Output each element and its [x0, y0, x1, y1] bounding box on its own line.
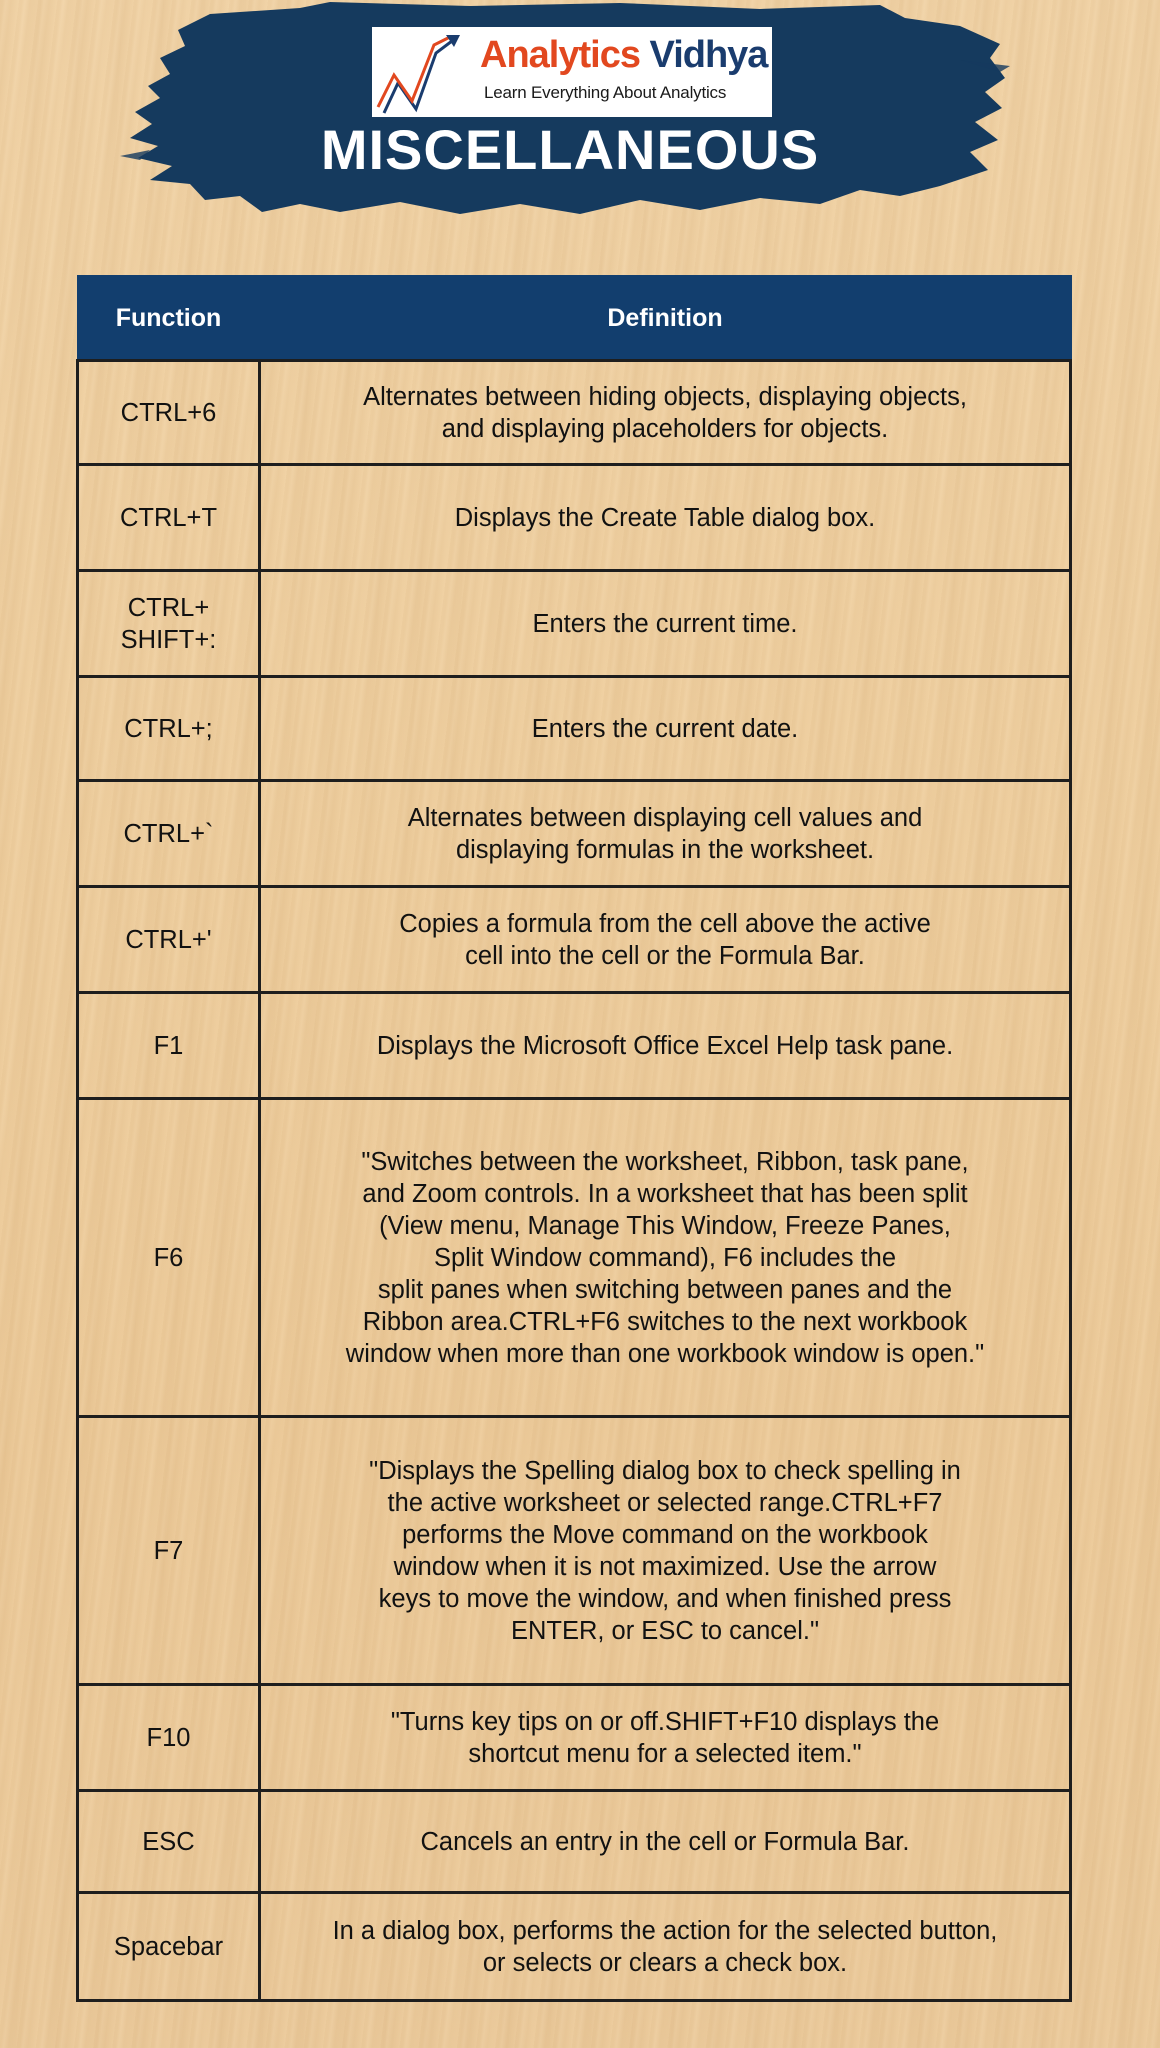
definition-cell: Displays the Microsoft Office Excel Help task pane.	[260, 993, 1071, 1099]
function-cell: F7	[78, 1417, 260, 1685]
definition-cell: In a dialog box, performs the action for the selected button, or selects or clears a check box.	[260, 1893, 1071, 2001]
definition-cell: "Switches between the worksheet, Ribbon, task pane, and Zoom controls. In a worksheet that has been split (View menu, Manage This Window, Freeze Panes, Split Window command), F6 includes the split panes when switching between panes and the Ribbon area.CTRL+F6 switches to the next workbook window when more than one workbook window is open."	[260, 1099, 1071, 1417]
function-cell: F6	[78, 1099, 260, 1417]
table-row	[78, 887, 1071, 993]
function-cell: Spacebar	[78, 1893, 260, 2001]
function-cell: CTRL+`	[78, 781, 260, 887]
table-row	[78, 361, 1071, 465]
table-row	[78, 1893, 1071, 2001]
function-cell: CTRL+;	[78, 677, 260, 781]
definition-cell: Cancels an entry in the cell or Formula Bar.	[260, 1791, 1071, 1893]
table-row	[78, 1099, 1071, 1417]
function-cell: CTRL+'	[78, 887, 260, 993]
function-cell: F10	[78, 1685, 260, 1791]
page-title: MISCELLANEOUS	[320, 118, 820, 181]
column-header-definition: Definition	[260, 276, 1071, 361]
function-cell: CTRL+ SHIFT+:	[78, 571, 260, 677]
definition-cell: "Displays the Spelling dialog box to check spelling in the active worksheet or selected range.CTRL+F7 performs the Move command on the workbook window when it is not maximized. Use the arrow keys to move the window, and when finished press ENTER, or ESC to cancel."	[260, 1417, 1071, 1685]
definition-cell: "Turns key tips on or off.SHIFT+F10 displays the shortcut menu for a selected item."	[260, 1685, 1071, 1791]
table-header-row	[78, 276, 1071, 361]
table-row	[78, 1417, 1071, 1685]
brand-name: Analytics Vidhya	[480, 34, 768, 76]
trend-line-icon	[376, 35, 486, 115]
definition-cell: Displays the Create Table dialog box.	[260, 465, 1071, 571]
column-header-function: Function	[78, 276, 260, 361]
definition-cell: Alternates between hiding objects, displaying objects, and displaying placeholders for objects.	[260, 361, 1071, 465]
table-row	[78, 1791, 1071, 1893]
table-row	[78, 1685, 1071, 1791]
definition-cell: Alternates between displaying cell values and displaying formulas in the worksheet.	[260, 781, 1071, 887]
function-cell: ESC	[78, 1791, 260, 1893]
function-cell: F1	[78, 993, 260, 1099]
definition-cell: Enters the current date.	[260, 677, 1071, 781]
function-cell: CTRL+6	[78, 361, 260, 465]
table-row	[78, 993, 1071, 1099]
definition-cell: Copies a formula from the cell above the active cell into the cell or the Formula Bar.	[260, 887, 1071, 993]
table-row	[78, 465, 1071, 571]
header-banner	[0, 0, 1160, 250]
table-row	[78, 677, 1071, 781]
brand-logo	[372, 27, 772, 117]
table-row	[78, 781, 1071, 887]
function-cell: CTRL+T	[78, 465, 260, 571]
table-row	[78, 571, 1071, 677]
brand-tagline: Learn Everything About Analytics	[484, 83, 727, 102]
definition-cell: Enters the current time.	[260, 571, 1071, 677]
shortcuts-table	[76, 275, 1072, 2002]
